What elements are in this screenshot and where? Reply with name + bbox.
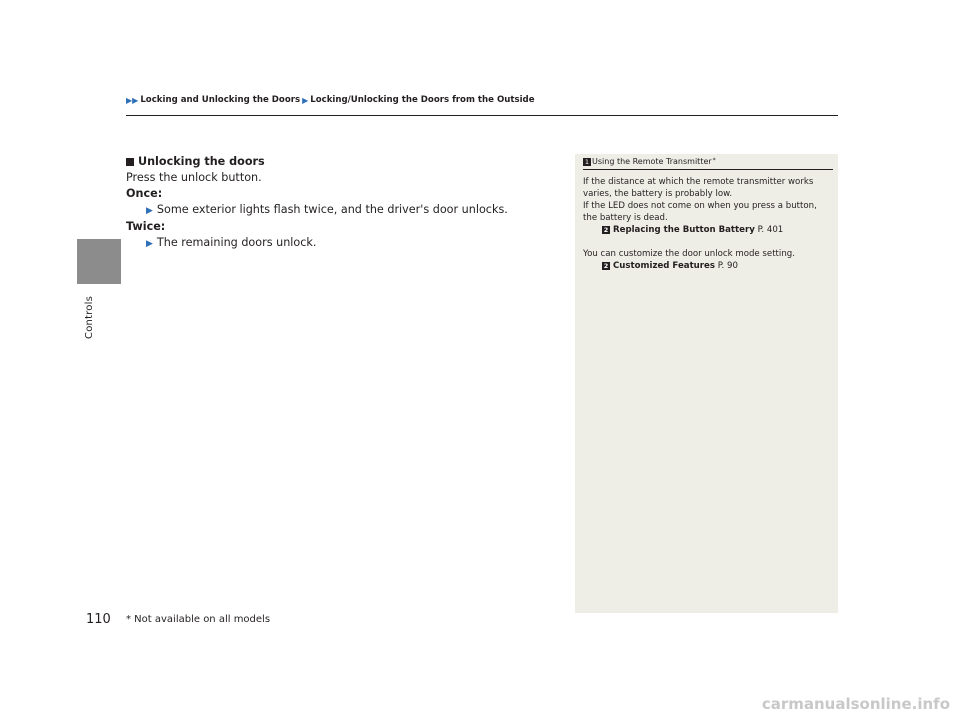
cross-reference-link[interactable] bbox=[583, 260, 833, 272]
breadcrumb-item[interactable]: Locking and Unlocking the Doors bbox=[140, 95, 301, 105]
main-content bbox=[126, 154, 566, 252]
cross-reference-page: P. 401 bbox=[757, 225, 784, 235]
breadcrumb-arrow-icon: ▶ bbox=[302, 95, 309, 105]
cross-reference-icon: 2 bbox=[603, 262, 609, 270]
square-bullet-icon bbox=[126, 158, 134, 166]
result-arrow-icon: ▶ bbox=[146, 206, 153, 216]
intro-text: Press the unlock button. bbox=[126, 171, 262, 184]
cross-reference-page: P. 90 bbox=[717, 261, 738, 271]
note-title-mark: * bbox=[712, 157, 716, 164]
section-heading-text: Unlocking the doors bbox=[138, 155, 265, 168]
twice-result-text: The remaining doors unlock. bbox=[156, 236, 317, 249]
note-paragraph: If the LED does not come on when you press a button, the battery is dead. bbox=[583, 201, 817, 223]
watermark: carmanualsonline.info bbox=[761, 695, 950, 713]
note-paragraph: You can customize the door unlock mode setting. bbox=[583, 249, 795, 259]
header-rule bbox=[126, 115, 838, 116]
once-result bbox=[126, 202, 566, 219]
breadcrumb bbox=[126, 95, 535, 105]
cross-reference-link[interactable] bbox=[583, 224, 833, 236]
side-note-panel bbox=[575, 154, 838, 613]
note-title-text: Using the Remote Transmitter bbox=[592, 157, 712, 166]
result-arrow-icon: ▶ bbox=[146, 239, 153, 249]
note-number-icon: 1 bbox=[584, 158, 590, 166]
breadcrumb-arrow-icon: ▶▶ bbox=[126, 95, 139, 105]
twice-result bbox=[126, 235, 566, 252]
cross-reference-icon: 2 bbox=[603, 226, 609, 234]
once-label: Once: bbox=[126, 187, 163, 200]
note-paragraph: If the distance at which the remote transmitter works varies, the battery is probably low. bbox=[583, 177, 814, 199]
note-body bbox=[583, 176, 833, 272]
section-tab-label: Controls bbox=[84, 296, 95, 339]
cross-reference-title: Customized Features bbox=[613, 261, 715, 271]
section-heading bbox=[126, 154, 566, 170]
footnote: * Not available on all models bbox=[126, 614, 271, 625]
note-title bbox=[583, 157, 716, 166]
note-rule bbox=[583, 169, 833, 170]
breadcrumb-item[interactable]: Locking/Unlocking the Doors from the Outside bbox=[310, 95, 535, 105]
cross-reference-title: Replacing the Button Battery bbox=[613, 225, 755, 235]
once-result-text: Some exterior lights flash twice, and the driver's door unlocks. bbox=[156, 203, 508, 216]
section-tab-marker bbox=[77, 239, 121, 284]
twice-label: Twice: bbox=[126, 220, 166, 233]
page-number: 110 bbox=[86, 612, 111, 627]
